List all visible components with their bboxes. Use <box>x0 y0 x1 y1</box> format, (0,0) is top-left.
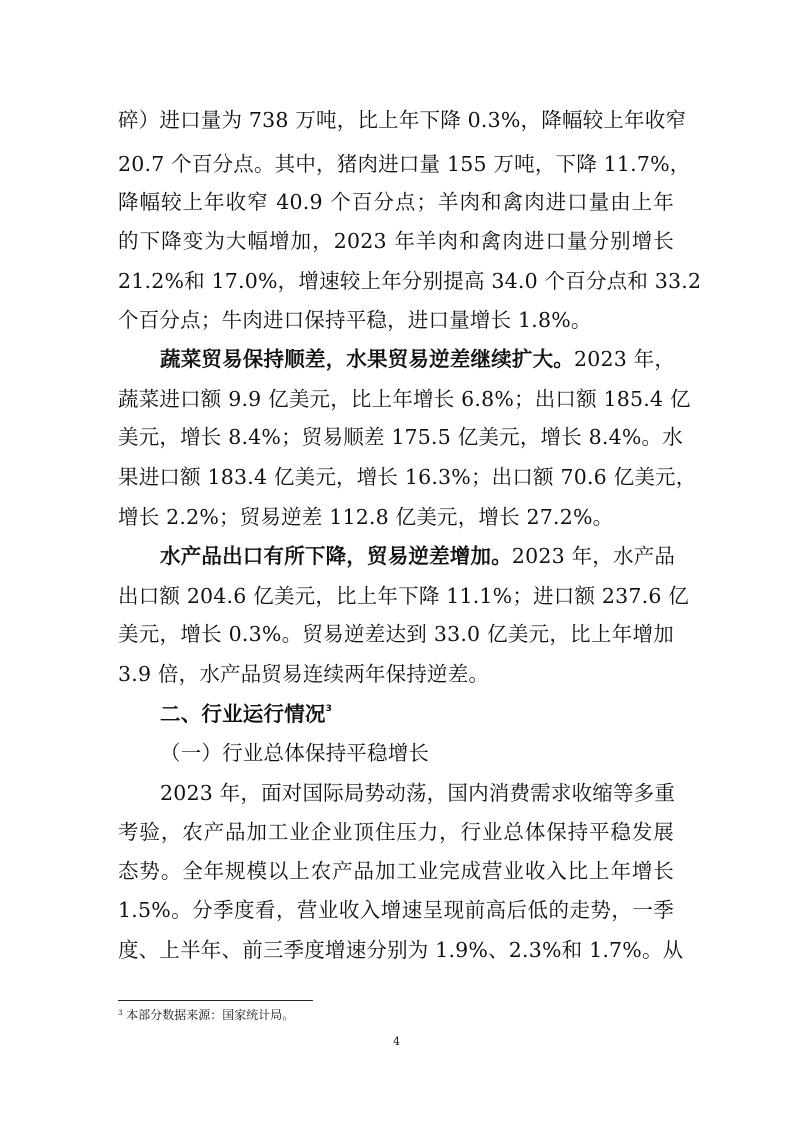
page-number: 4 <box>393 1035 400 1048</box>
aqua-bold-lead: 水产品出口有所下降，贸易逆差增加。 <box>160 544 512 568</box>
body-line: 个百分点；牛肉进口保持平稳，进口量增长 1.8%。 <box>118 308 592 332</box>
footnote-text: 本部分数据来源：国家统计局。 <box>126 1008 295 1022</box>
footnote-reference[interactable]: 3 <box>325 704 333 714</box>
footnote-mark: 3 <box>118 1009 123 1017</box>
subsection-heading: （一）行业总体保持平稳增长 <box>160 741 430 765</box>
body-line: 的下降变为大幅增加，2023 年羊肉和禽肉进口量分别增长 <box>118 229 674 253</box>
body-line: 21.2%和 17.0%，增速较上年分别提高 34.0 个百分点和 33.2 <box>118 269 702 293</box>
aqua-paragraph-first-line <box>160 542 674 570</box>
body-line: 度、上半年、前三季度增速分别为 1.9%、2.3%和 1.7%。从 <box>118 938 684 962</box>
veg-first-rest: 2023 年， <box>574 347 676 371</box>
body-line: 增长 2.2%；贸易逆差 112.8 亿美元，增长 27.2%。 <box>118 505 614 529</box>
body-line: 3.9 倍，水产品贸易连续两年保持逆差。 <box>118 662 490 686</box>
body-line: 态势。全年规模以上农产品加工业完成营业收入比上年增长 <box>118 859 674 883</box>
body-line: 美元，增长 0.3%。贸易逆差达到 33.0 亿美元，比上年增加 <box>118 622 674 646</box>
body-line: 蔬菜进口额 9.9 亿美元，比上年增长 6.8%；出口额 185.4 亿 <box>118 387 691 411</box>
veg-paragraph-first-line <box>160 345 674 373</box>
body-line: 20.7 个百分点。其中，猪肉进口量 155 万吨，下降 11.7%， <box>118 152 691 176</box>
body-line: 1.5%。分季度看，营业收入增速呈现前高后低的走势，一季 <box>118 898 674 922</box>
section-heading <box>160 700 716 728</box>
body-line: 考验，农产品加工业企业顶住压力，行业总体保持平稳发展 <box>118 820 674 844</box>
section-heading-text: 二、行业运行情况 <box>160 702 326 726</box>
footnote <box>118 1006 294 1024</box>
body-line: 果进口额 183.4 亿美元，增长 16.3%；出口额 70.6 亿美元， <box>118 465 697 489</box>
body-line: 降幅较上年收窄 40.9 个百分点；羊肉和禽肉进口量由上年 <box>118 190 674 214</box>
body-line: 出口额 204.6 亿美元，比上年下降 11.1%；进口额 237.6 亿 <box>118 584 689 608</box>
body-line: 美元，增长 8.4%；贸易顺差 175.5 亿美元，增长 8.4%。水 <box>118 425 683 449</box>
footnote-separator <box>118 1000 313 1001</box>
veg-bold-lead: 蔬菜贸易保持顺差，水果贸易逆差继续扩大。 <box>160 347 574 371</box>
body-line: 碎）进口量为 738 万吨，比上年下降 0.3%，降幅较上年收窄 <box>118 108 687 132</box>
body-line: 2023 年，面对国际局势动荡，国内消费需求收缩等多重 <box>160 781 676 805</box>
aqua-first-rest: 2023 年，水产品 <box>511 544 676 568</box>
